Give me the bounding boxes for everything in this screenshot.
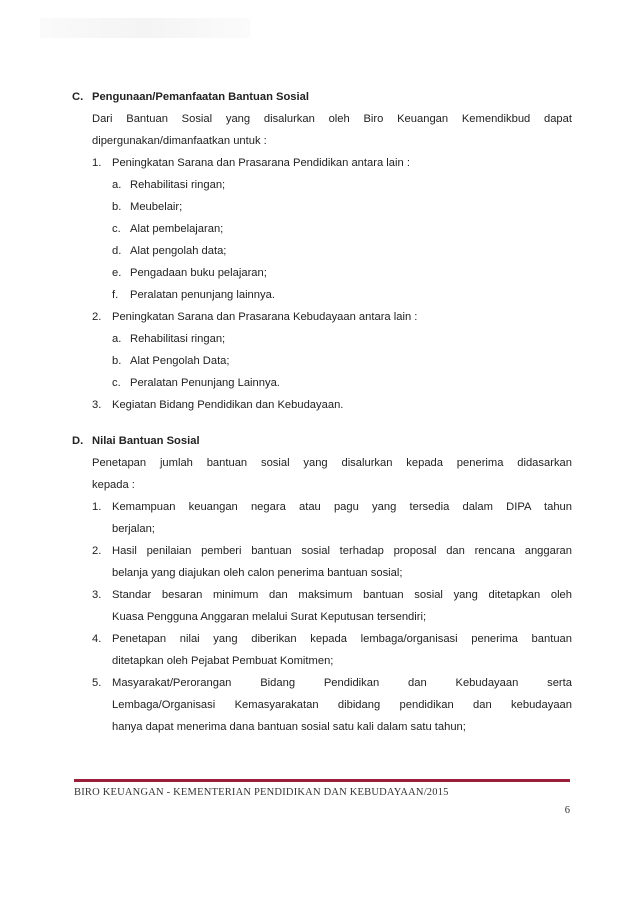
sublist-item: c. Peralatan Penunjang Lainnya.: [112, 377, 280, 389]
section-d-heading: [72, 430, 572, 452]
list-item-d1: 1. Kemampuan keuangan negara atau pagu yang tersedia dalam DIPA tahun berjalan;: [92, 501, 572, 535]
list-item-c3: 3. Kegiatan Bidang Pendidikan dan Kebudayaan.: [92, 399, 344, 411]
list-item-d4: 4. Penetapan nilai yang diberikan kepada lembaga/organisasi penerima bantuan ditetapkan oleh Pejabat Pembuat Komitmen;: [92, 633, 572, 667]
section-c: [72, 86, 572, 416]
section-d: [72, 430, 572, 738]
sublist-item: e. Pengadaan buku pelajaran;: [112, 267, 267, 279]
sublist-item: d. Alat pengolah data;: [112, 245, 227, 257]
section-c-letter: C.: [72, 91, 84, 103]
footer-text: BIRO KEUANGAN - KEMENTERIAN PENDIDIKAN DAN KEBUDAYAAN/2015: [74, 787, 449, 798]
section-c-title: Pengunaan/Pemanfaatan Bantuan Sosial: [92, 91, 309, 103]
sublist-item: b. Meubelair;: [112, 201, 183, 213]
section-d-letter: D.: [72, 435, 84, 447]
section-d-intro-line1: Penetapan jumlah bantuan sosial yang disalurkan kepada penerima didasarkan: [92, 457, 572, 469]
footer-rule: [74, 779, 570, 782]
page-number: 6: [564, 805, 570, 816]
scan-artifact: [40, 18, 250, 38]
sublist-item: a. Rehabilitasi ringan;: [112, 333, 226, 345]
list-item-d5: 5. Masyarakat/Perorangan Bidang Pendidikan dan Kebudayaan serta Lembaga/Organisasi Kemasyarakatan dibidang pendidikan dan kebudayaan hanya dapat menerima dana bantuan sosial satu kali dalam satu tahun;: [92, 677, 572, 733]
section-d-title: Nilai Bantuan Sosial: [92, 435, 200, 447]
list-item-d3: 3. Standar besaran minimum dan maksimum bantuan sosial yang ditetapkan oleh Kuasa Pengguna Anggaran melalui Surat Keputusan tersendiri;: [92, 589, 572, 623]
list-item-c1: 1. Peningkatan Sarana dan Prasarana Pendidikan antara lain :: [92, 157, 410, 169]
list-item-c2: 2. Peningkatan Sarana dan Prasarana Kebudayaan antara lain :: [92, 311, 418, 323]
sublist-item: f. Peralatan penunjang lainnya.: [112, 289, 275, 301]
section-c-intro-line1: Dari Bantuan Sosial yang disalurkan oleh Biro Keuangan Kemendikbud dapat: [92, 113, 572, 125]
section-d-intro-line2: kepada :: [92, 479, 135, 491]
sublist-item: c. Alat pembelajaran;: [112, 223, 224, 235]
sublist-item: b. Alat Pengolah Data;: [112, 355, 230, 367]
sublist-item: a. Rehabilitasi ringan;: [112, 179, 226, 191]
section-c-heading: [72, 86, 572, 108]
section-c-intro-line2: dipergunakan/dimanfaatkan untuk :: [92, 135, 267, 147]
list-item-d2: 2. Hasil penilaian pemberi bantuan sosial terhadap proposal dan rencana anggaran belanja yang diajukan oleh calon penerima bantuan sosial;: [92, 545, 572, 579]
